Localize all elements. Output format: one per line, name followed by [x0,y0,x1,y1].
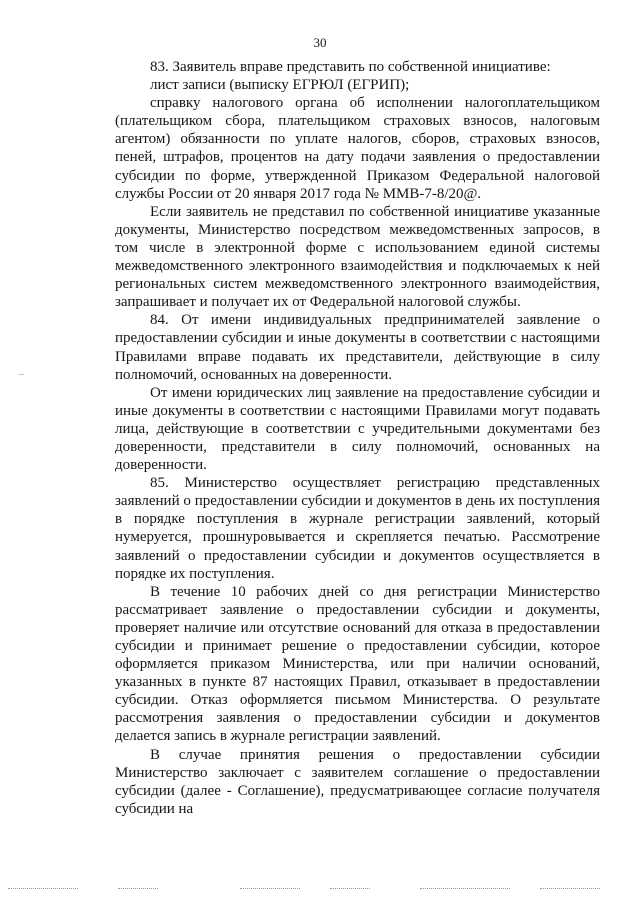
paragraph-agreement: В случае принятия решения о предоставлении субсидии Министерство заключает с заявителем соглашение о предоставлении субсидии (далее - Соглашение), предусматривающее согласие получателя субсидии на [115,746,600,817]
document-body [115,58,600,818]
paragraph-tax-certificate: справку налогового органа об исполнении налогоплательщиком (плательщиком сбора, плательщиком страховых взносов, налоговым агентом) обязанности по уплате налогов, сборов, страховых взносов, пеней, штрафов, процентов на дату подачи заявления о предоставлении субсидии по форме, утвержденной Приказом Федеральной налоговой службы России от 20 января 2017 года № ММВ-7-8/20@. [115,95,600,202]
paragraph-legal-entities: От имени юридических лиц заявление на предоставление субсидии и иные документы в соответствии с настоящими Правилами могут подавать лица, действующие в соответствии с учредительными документами без доверенности, представители в силу полномочий, основанных на доверенности. [115,384,600,474]
paragraph-84: 84. От имени индивидуальных предпринимателей заявление о предоставлении субсидии и иные документы в соответствии с настоящими Правилами вправе подавать их представители, действующие в силу полномочий, основанных на доверенности. [115,312,600,383]
footer-mark [8,888,78,889]
page-number: 30 [313,35,327,50]
footer-mark [240,888,300,889]
footer-mark [540,888,600,889]
paragraph-85: 85. Министерство осуществляет регистрацию представленных заявлений о предоставлении субсидии и документов в день их поступления в порядке поступления в журнале регистрации заявлений, который нумеруется, прошнуровывается и скрепляется печатью. Рассмотрение заявлений о предоставлении субсидии и документов осуществляется в порядке их поступления. [115,475,600,582]
paragraph-egrul-extract: лист записи (выписку ЕГРЮЛ (ЕГРИП); [150,77,410,94]
footer-mark [118,888,158,889]
paragraph-83-intro: 83. Заявитель вправе представить по собственной инициативе: [150,59,551,75]
margin-scan-mark [18,374,24,375]
footer-scan-marks [0,888,640,894]
paragraph-interagency-requests: Если заявитель не представил по собственной инициативе указанные документы, Министерство посредством межведомственных запросов, в том числе в электронной форме с использованием единой системы межведомственного электронного взаимодействия и подключаемых к ней региональных систем межведомственного электронного взаимодействия, запрашивает и получает их от Федеральной налоговой службы. [115,203,600,311]
footer-mark [330,888,370,889]
paragraph-review-period: В течение 10 рабочих дней со дня регистрации Министерство рассматривает заявление о предоставлении субсидии и документы, проверяет наличие или отсутствие оснований для отказа в предоставлении субсидии и принимает решение о предоставлении субсидии, которое оформляется приказом Министерства, или при наличии оснований, указанных в пункте 87 настоящих Правил, отказывает в предоставлении субсидии. Отказ оформляется письмом Министерства. О результате рассмотрения заявления о предоставлении субсидии и документов делается запись в журнале регистрации заявлений. [115,583,600,745]
footer-mark [420,888,510,889]
